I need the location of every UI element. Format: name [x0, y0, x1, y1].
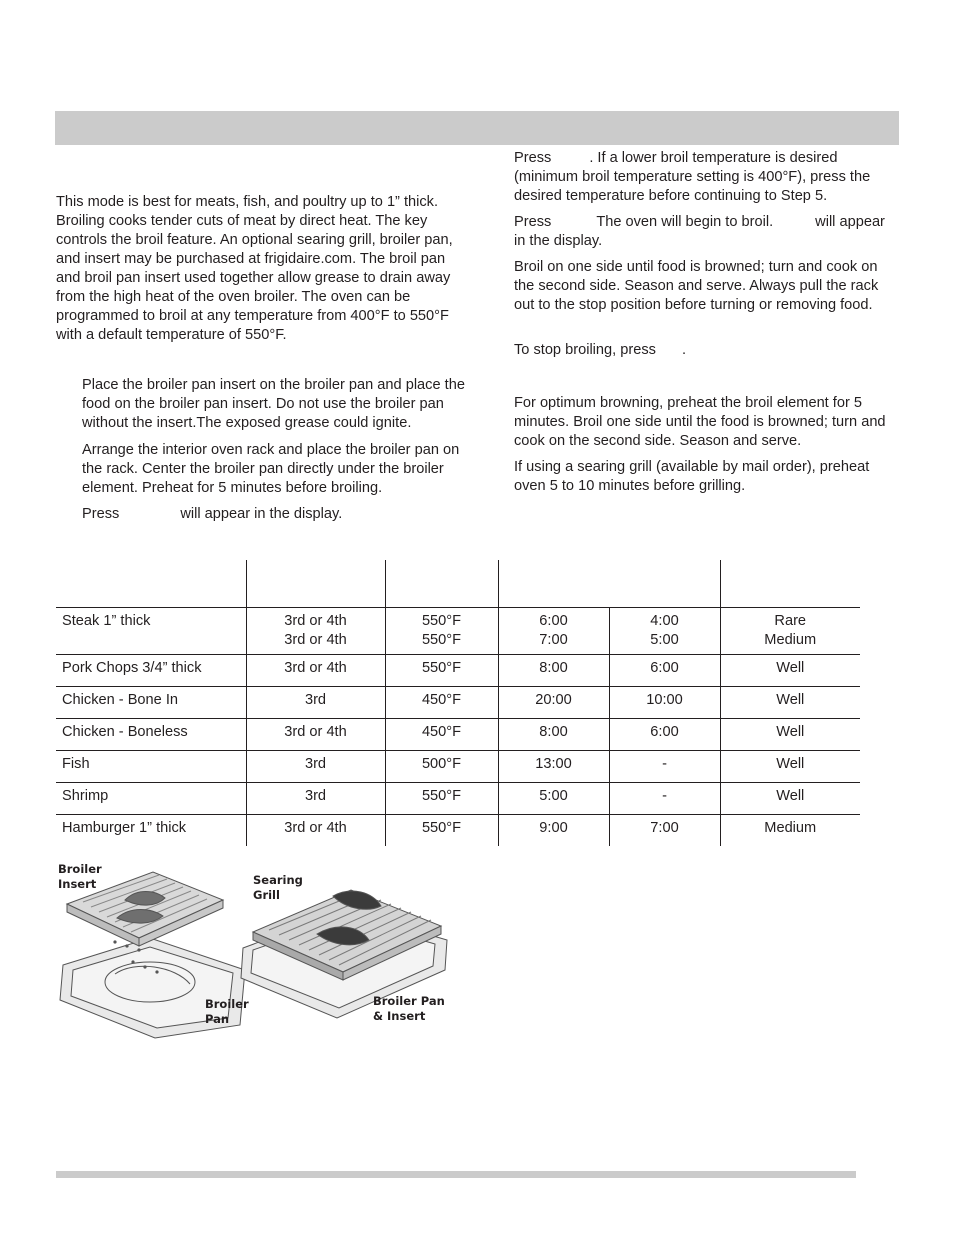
- section-header-bar: [55, 111, 899, 145]
- step-3-text: [82, 505, 468, 524]
- side1-value: 13:00: [535, 756, 572, 772]
- table-row: [56, 751, 860, 783]
- side2-cell: [609, 655, 720, 687]
- side2-value: 10:00: [646, 692, 683, 708]
- tip-1-text: For optimum browning, preheat the broil element for 5 minutes. Broil one side until the food is browned; turn and cook on the second side. Season and serve.: [514, 395, 886, 449]
- broil-table: [56, 560, 860, 846]
- table-row: [56, 783, 860, 815]
- doneness-value: Rare: [774, 613, 807, 629]
- intro-paragraph: This mode is best for meats, fish, and poultry up to 1” thick. Broiling cooks tender cuts of meat by direct heat. The key controls the broil feature. An optional searing grill, broiler pan, and insert may be purchased at frigidaire.com. The broil pan and broil pan insert used together allow grease to drain away from the high heat of the oven broiler. The oven can be programmed to broil at any temperature from 400°F to 550°F with a default temperature of 550°F.: [56, 194, 453, 343]
- label-broiler-insert-line2: Insert: [58, 877, 97, 891]
- side1-value: 9:00: [539, 820, 568, 836]
- side1-value: 8:00: [539, 660, 568, 676]
- food-cell: Chicken - Boneless: [56, 719, 246, 751]
- doneness-value: Well: [776, 724, 805, 740]
- temp-cell: [385, 719, 498, 751]
- temp-value: 500°F: [421, 756, 462, 772]
- label-broiler-pan-line1: Broiler: [205, 997, 249, 1011]
- side1-cell: [498, 719, 609, 751]
- rack-cell: [246, 751, 385, 783]
- rack-value: 3rd or 4th: [284, 632, 347, 648]
- temp-cell: [385, 751, 498, 783]
- side2-value: 6:00: [650, 724, 679, 740]
- side1-value: 6:00: [539, 613, 568, 629]
- label-broiler-insert: [58, 862, 102, 892]
- temp-value: 550°F: [421, 820, 462, 836]
- doneness-value: Well: [776, 788, 805, 804]
- doneness-cell: [720, 719, 860, 751]
- table-header-row: [56, 560, 860, 608]
- label-broiler-pan-insert-line2: & Insert: [373, 1009, 426, 1023]
- doneness-cell: [720, 687, 860, 719]
- temp-value: 550°F: [421, 632, 462, 648]
- step-5-text: [514, 213, 898, 251]
- temp-value: 550°F: [421, 788, 462, 804]
- side1-cell: [498, 751, 609, 783]
- rack-cell: [246, 783, 385, 815]
- rack-value: 3rd: [304, 756, 327, 772]
- doneness-cell: [720, 815, 860, 847]
- header-cell-rack: [246, 560, 385, 608]
- rack-value: 3rd or 4th: [284, 724, 347, 740]
- side2-cell: [609, 815, 720, 847]
- side1-value: 8:00: [539, 724, 568, 740]
- food-cell: Chicken - Bone In: [56, 687, 246, 719]
- rack-cell: [246, 608, 385, 655]
- label-broiler-pan: [205, 997, 249, 1027]
- step-5-display: will appear in the display.: [514, 214, 885, 249]
- rack-value: 3rd or 4th: [284, 613, 347, 629]
- label-broiler-pan-insert-line1: Broiler Pan: [373, 994, 445, 1008]
- label-broiler-insert-line1: Broiler: [58, 862, 102, 876]
- rack-cell: [246, 655, 385, 687]
- step-4-rest: . If a lower broil temperature is desired (minimum broil temperature setting is 400°F), press the desired temperature before continuing to Step 5.: [514, 150, 871, 204]
- header-cell-temp: [385, 560, 498, 608]
- side2-cell: [609, 783, 720, 815]
- doneness-cell: [720, 608, 860, 655]
- step-3-press: Press: [82, 506, 120, 522]
- table-row: [56, 687, 860, 719]
- temp-value: 550°F: [421, 660, 462, 676]
- tip-2-text: If using a searing grill (available by mail order), preheat oven 5 to 10 minutes before grilling.: [514, 459, 870, 494]
- rack-cell: [246, 687, 385, 719]
- food-cell: Fish: [56, 751, 246, 783]
- side2-cell: [609, 687, 720, 719]
- temp-cell: [385, 815, 498, 847]
- doneness-value: Medium: [764, 820, 817, 836]
- rack-cell: [246, 719, 385, 751]
- side1-cell: [498, 655, 609, 687]
- table-row: [56, 608, 860, 655]
- label-searing-grill: [253, 873, 303, 903]
- footer-bar: [56, 1171, 856, 1178]
- table-row: [56, 815, 860, 847]
- temp-value: 450°F: [421, 724, 462, 740]
- step-7-press: To stop broiling, press: [514, 342, 656, 358]
- side1-value: 5:00: [539, 788, 568, 804]
- step-4-text: [514, 149, 898, 206]
- doneness-cell: [720, 751, 860, 783]
- side2-value: 4:00: [650, 613, 679, 629]
- side2-value: -: [662, 756, 667, 772]
- rack-value: 3rd or 4th: [284, 660, 347, 676]
- temp-cell: [385, 608, 498, 655]
- step-1-text: Place the broiler pan insert on the broiler pan and place the food on the broiler pan insert. Do not use the broiler pan without the insert.The exposed grease could ignite.: [82, 377, 465, 431]
- side1-cell: [498, 783, 609, 815]
- temp-value: 550°F: [421, 613, 462, 629]
- side2-value: 7:00: [650, 820, 679, 836]
- food-cell: Pork Chops 3/4” thick: [56, 655, 246, 687]
- food-cell: Steak 1” thick: [56, 608, 246, 655]
- doneness-value: Well: [776, 692, 805, 708]
- side1-cell: [498, 687, 609, 719]
- step-5-begin: The oven will begin to broil.: [596, 214, 774, 230]
- doneness-value: Medium: [764, 632, 817, 648]
- header-cell-food: [56, 560, 246, 608]
- side2-cell: [609, 719, 720, 751]
- temp-cell: [385, 655, 498, 687]
- food-cell: Shrimp: [56, 783, 246, 815]
- side2-value: 6:00: [650, 660, 679, 676]
- side2-cell: [609, 608, 720, 655]
- step-7-text: [514, 341, 898, 360]
- step-6-text: Broil on one side until food is browned; turn and cook on the second side. Season and serve. Always pull the rack out to the stop position before turning or removing food.: [514, 259, 879, 313]
- side2-value: 5:00: [650, 632, 679, 648]
- temp-value: 450°F: [421, 692, 462, 708]
- table-row: [56, 655, 860, 687]
- label-broiler-pan-insert: [373, 994, 445, 1024]
- doneness-value: Well: [776, 756, 805, 772]
- side2-value: -: [662, 788, 667, 804]
- side1-cell: [498, 608, 609, 655]
- doneness-cell: [720, 655, 860, 687]
- step-7-end: .: [681, 342, 687, 358]
- rack-cell: [246, 815, 385, 847]
- header-cell-doneness: [720, 560, 860, 608]
- table-row: [56, 719, 860, 751]
- temp-cell: [385, 783, 498, 815]
- rack-value: 3rd or 4th: [284, 820, 347, 836]
- side1-cell: [498, 815, 609, 847]
- step-5-press: Press: [514, 214, 552, 230]
- temp-cell: [385, 687, 498, 719]
- step-3-display: will appear in the display.: [180, 506, 343, 522]
- side2-cell: [609, 751, 720, 783]
- step-4-press: Press: [514, 150, 552, 166]
- step-2-text: Arrange the interior oven rack and place the broiler pan on the rack. Center the broiler pan directly under the broiler element. Preheat for 5 minutes before broiling.: [82, 442, 460, 496]
- rack-value: 3rd: [304, 692, 327, 708]
- header-cell-cook-time: [498, 560, 720, 608]
- side1-value: 20:00: [535, 692, 572, 708]
- label-searing-grill-line1: Searing: [253, 873, 303, 887]
- rack-value: 3rd: [304, 788, 327, 804]
- doneness-value: Well: [776, 660, 805, 676]
- side1-value: 7:00: [539, 632, 568, 648]
- food-cell: Hamburger 1” thick: [56, 815, 246, 847]
- label-searing-grill-line2: Grill: [253, 888, 280, 902]
- doneness-cell: [720, 783, 860, 815]
- label-broiler-pan-line2: Pan: [205, 1012, 230, 1026]
